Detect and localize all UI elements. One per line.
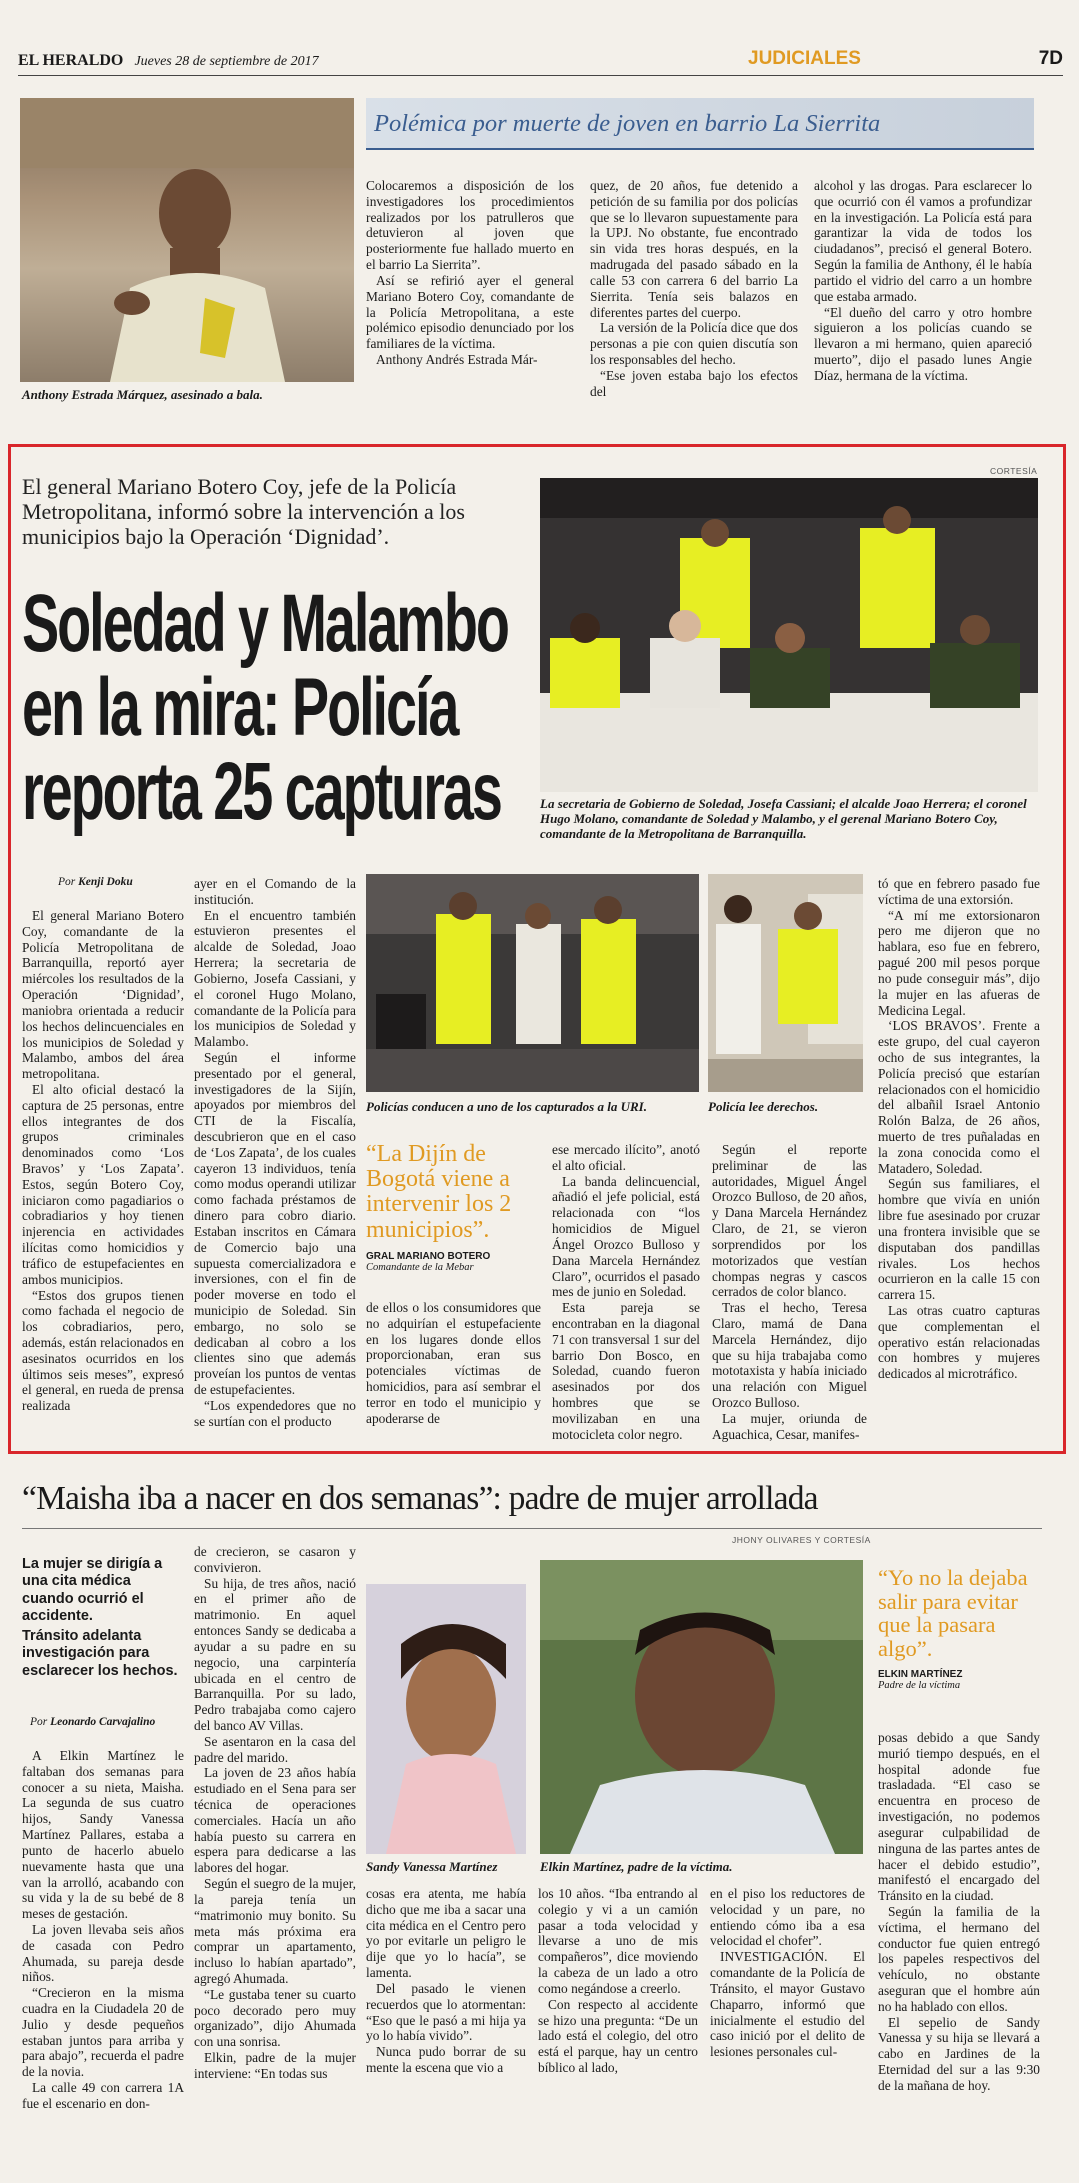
paragraph: El alto oficial destacó la captura de 25 personas, entre ellos integrantes de dos grupos criminales denominados como ‘Los Bravos’ y ‘Los Zapata’. Estos, según Botero Coy, iniciaron como pagadiarios o cobradiarios y hoy tienen injerencia en actividades ilícitas como homicidios y tráfico de estupefacientes en ambos municipios. <box>22 1081 184 1287</box>
pull-quote-name: ELKIN MARTÍNEZ <box>878 1668 963 1680</box>
paragraph: INVESTIGACIÓN. El comandante de la Policía de Tránsito, el mayor Gustavo Chaparro, informó que inicialmente el estudio del caso inició por el delito de lesiones personales cul- <box>710 1949 865 2060</box>
anthony-photo-caption: Anthony Estrada Márquez, asesinado a bala. <box>22 387 263 402</box>
paragraph: A Elkin Martínez le faltaban dos semanas para conocer a su nieta, Maisha. La segunda de sus cuatro hijos, Sandy Vanessa Martínez Pallares, estaba a punto de hacerlo abuelo nuevamente hasta que una van la arrolló, acabando con su vida y la de su bebé de 8 meses de gestación. <box>22 1748 184 1922</box>
paragraph: Según el reporte preliminar de las autoridades, Miguel Ángel Orozco Bulloso, de 20 años, y Dana Marcela Hernández Claro, de 21, se vieron sorprendidos por los motorizados que vestían chompas negras y cascos cerrados de color blanco. <box>712 1142 867 1300</box>
elkin-photo-caption: Elkin Martínez, padre de la víctima. <box>540 1859 733 1874</box>
rights-scene-icon <box>708 874 863 1092</box>
paragraph: El general Mariano Botero Coy, comandante de la Policía Metropolitana de Barranquilla, reportó ayer miércoles los resultados de la Operación ‘Dignidad’, maniobra orientada a reducir los hechos delincuenciales en los municipios de Soledad y Malambo, ambos del área metropolitana. <box>22 908 184 1082</box>
paragraph: quez, de 20 años, fue detenido a petición de su familia por dos policías que se lo llevaron supuestamente para la UPJ. No obstante, fue encontrado sin vida tres horas después, en la madrugada del pasado sábado en la calle 53 con carrera 6 del barrio La Sierrita. Tenía seis balazos en diferentes partes del cuerpo. <box>590 178 798 320</box>
pull-quote-role: Padre de la víctima <box>878 1679 961 1691</box>
paragraph: ayer en el Comando de la institución. <box>194 876 356 907</box>
pull-quote-name: GRAL MARIANO BOTERO <box>366 1250 491 1262</box>
paragraph: “Le gustaba tener su cuarto poco decorado pero muy organizado”, dijo Ahumada con una sonrisa. <box>194 1986 356 2050</box>
paragraph: en el piso los reductores de velocidad y un pare, no entiendo cómo iba a esa velocidad el chofer”. <box>710 1886 865 1949</box>
arrest-photo <box>366 874 699 1092</box>
paragraph: La banda delincuencial, añadió el jefe policial, está relacionada con “los homicidios de Miguel Ángel Orozco Bulloso y Dana Marcela Hernández Claro”, ocurridos el pasado mes de junio en Soledad. <box>552 1173 700 1300</box>
paper-name: EL HERALDO <box>18 52 124 69</box>
main-col-2 <box>194 876 356 1429</box>
paragraph: Con respecto al accidente se hizo una pregunta: “De un lado está el colegio, del otro está el parque, hay un centro bíblico al lado, <box>538 1996 698 2075</box>
rights-photo <box>708 874 863 1092</box>
press-conference-caption: La secretaria de Gobierno de Soledad, Josefa Cassiani; el alcalde Joao Herrera; el coronel Hugo Molano, comandante de Soledad y Malambo, y el gerenal Mariano Botero Coy, comandante de la Metropolitana de Barranquilla. <box>540 796 1027 841</box>
main-col-4 <box>712 1142 867 1442</box>
paragraph: Según la familia de la víctima, el hermano del conductor fue quien entregó los papeles respectivos del vehículo, no obstante aseguran que el hombre aún no ha hablado con ellos. <box>878 1903 1040 2014</box>
top-story-col-2 <box>590 178 798 398</box>
rights-photo-caption: Policía lee derechos. <box>708 1099 819 1114</box>
paragraph: alcohol y las drogas. Para esclarecer lo que ocurrió con él vamos a profundizar en la investigación. La Policía está para garantizar la vida de todos los ciudadanos”, precisó el general Botero. Según la familia de Anthony, él le había partido el vidrio del carro a un hombre que estaba armado. <box>814 178 1032 304</box>
paragraph: Según el suegro de la mujer, la pareja tenía un “matrimonio muy bonito. Su meta más próxima era comprar un apartamento, incluso lo habían apartado”, agregó Ahumada. <box>194 1876 356 1986</box>
press-conference-photo <box>540 478 1038 792</box>
paragraph: ese mercado ilícito”, anotó el alto oficial. <box>552 1142 700 1173</box>
paragraph: cosas era atenta, me había dicho que me iba a sacar una cita médica en el Centro pero yo por evitarle un peligro le dije que yo lo hacía”, se lamenta. <box>366 1886 526 1981</box>
top-story-col-1 <box>366 178 574 398</box>
paragraph: Nunca pudo borrar de su mente la escena que vio a <box>366 2044 526 2075</box>
paragraph: Según sus familiares, el hombre que vivía en unión libre fue asesinado por cruzar una frontera invisible que se disputaban dos pandillas rivales. Los hechos ocurrieron en la calle 15 con carrera 15. <box>878 1176 1040 1303</box>
bottom-deck-2: Tránsito adelanta investigación para esclarecer los hechos. <box>22 1628 178 1679</box>
sandy-photo <box>366 1584 526 1854</box>
bottom-col-4 <box>538 1886 698 2158</box>
paragraph: La calle 49 con carrera 1A fue el escenario en don- <box>22 2080 184 2111</box>
paragraph: Las otras cuatro capturas que complementan el operativo están relacionadas con hombres y mujeres dedicados al microtráfico. <box>878 1302 1040 1382</box>
top-story-headline: Polémica por muerte de joven en barrio La Sierrita <box>374 110 881 137</box>
byline-author: Leonardo Carvajalino <box>50 1716 156 1728</box>
paragraph: El sepelio de Sandy Vanessa y su hija se llevará a cabo en Jardines de la Eternidad del sur a las 9:30 de la mañana de hoy. <box>878 2014 1040 2093</box>
bottom-col-1 <box>22 1748 184 2158</box>
main-headline <box>22 578 542 842</box>
arrest-photo-caption: Policías conducen a uno de los capturados a la URI. <box>366 1099 647 1114</box>
sandy-photo-caption: Sandy Vanessa Martínez <box>366 1859 498 1874</box>
paragraph: La joven llevaba seis años de casada con Pedro Ahumada, su pareja desde niños. <box>22 1921 184 1985</box>
paragraph: de ellos o los consumidores que no adquirían el estupefaciente en los lugares donde ellos proporcionaban, eran sus potenciales víctimas de homicidios, para así sembrar el terror en todo el municipio y apoderarse de <box>366 1300 541 1426</box>
press-conference-scene-icon <box>540 478 1038 792</box>
paragraph: “Crecieron en la misma cuadra en la Ciudadela 20 de Julio y desde pequeños estaban juntos para arriba y para abajo”, recuerda el padre de la novia. <box>22 1985 184 2080</box>
main-headline-line: Soledad y Malambo <box>22 578 508 669</box>
sandy-portrait-icon <box>366 1584 526 1854</box>
top-story-headline-bar <box>366 98 1034 150</box>
main-headline-line: en la mira: Policía <box>22 662 458 753</box>
page-number: 7D <box>1038 48 1063 69</box>
paragraph: Anthony Andrés Estrada Már- <box>376 351 538 367</box>
section-name: JUDICIALES <box>748 48 861 69</box>
pull-quote-text: “Yo no la dejaba salir para evitar que la pasara algo”. <box>878 1565 1028 1661</box>
elkin-photo <box>540 1560 863 1854</box>
paragraph: de crecieron, se casaron y convivieron. <box>194 1544 356 1575</box>
anthony-photo <box>20 98 354 382</box>
paragraph: tó que en febrero pasado fue víctima de una extorsión. <box>878 876 1040 907</box>
paragraph: Según el informe presentado por el general, investigadores de la Sijín, apoyados por miembros del CTI de la Fiscalía, descubrieron que en el caso de ‘Los Zapata’, de los cuales cayeron 13 individuos, tenía como modus operandi utilizar como fachada préstamos de dinero para cobro diario. Estaban inscritos en Cámara de Comercio bajo una supuesta comercializadora e inversiones, con el fin de poder moverse en todo el municipio de Soledad. Sin embargo, no solo se dedicaban al cobro a los clientes sino que además proveían los puntos de ventas de estupefacientes. <box>194 1049 356 1397</box>
bottom-photo-credit: JHONY OLIVARES Y CORTESÍA <box>732 1535 871 1545</box>
paragraph: “Los expendedores que no se surtían con el producto <box>194 1397 356 1429</box>
paragraph: “El dueño del carro y otro hombre siguieron a los policías cuando se llevaron a mi hermano, quien apareció muerto”, dijo el pasado lunes Angie Díaz, hermana de la víctima. <box>814 304 1032 383</box>
paragraph: La versión de la Policía dice que dos personas a pie con quien discutía son los responsables del hecho. <box>590 320 798 367</box>
main-story-deck: El general Mariano Botero Coy, jefe de la Policía Metropolitana, informó sobre la intervención a los municipios bajo la Operación ‘Dignidad’. <box>22 474 465 550</box>
main-col-1 <box>22 908 184 1423</box>
pull-quote-role: Comandante de la Mebar <box>366 1261 474 1273</box>
issue-date: Jueves 28 de septiembre de 2017 <box>134 54 319 69</box>
bottom-col-6 <box>878 1730 1040 2160</box>
paragraph: Su hija, de tres años, nació en el primer año de matrimonio. En aquel entonces Sandy se dedicaba a ayudar a su padre en su negocio, una carpintería ubicada en el centro de Barranquilla. Por su lado, Pedro trabajaba como cajero del banco AV Villas. <box>194 1575 356 1733</box>
portrait-figure-icon <box>20 98 354 382</box>
paragraph: Del pasado le vienen recuerdos que lo atormentan: “Eso que le pasó a mi hija ya yo lo había vivido”. <box>366 1980 526 2044</box>
bottom-pull-quote <box>878 1566 1038 1691</box>
paragraph: ‘LOS BRAVOS’. Frente a este grupo, del cual cayeron ocho de sus integrantes, la Policía precisó que estarían relacionados con el homicidio del albañil Israel Antonio Rolón Balza, de 26 años, muerto de tres puñaladas en la zona conocida como el Matadero, Soledad. <box>878 1018 1040 1176</box>
paragraph: En el encuentro también estuvieron presentes el alcalde de Soledad, Joao Herrera; la secretaria de Gobierno, Josefa Cassiani, y el coronel Hugo Molano, comandante de la Policía para los municipios de Soledad y Malambo. <box>194 907 356 1050</box>
byline-prefix: Por <box>58 876 76 888</box>
main-col-5 <box>878 876 1040 1424</box>
main-headline-line: reporta 25 capturas <box>22 746 501 837</box>
paragraph: Así se refirió ayer el general Mariano Botero Coy, comandante de la Policía Metropolitana, a este polémico episodio denunciado por los familiares de la víctima. <box>366 272 574 352</box>
paragraph: posas debido a que Sandy murió tiempo después, en el hospital adonde fue trasladada. “El caso se encuentra en proceso de investigación, no podemos asegurar culpabilidad de ninguna de las partes antes de hacer el debido estudio”, manifestó el encargado del Tránsito en la ciudad. <box>878 1730 1040 1904</box>
pull-quote-text: “La Dijín de Bogotá viene a intervenir los 2 municipios”. <box>366 1141 512 1243</box>
bottom-byline <box>30 1716 155 1728</box>
header-rule <box>18 75 1063 76</box>
paragraph: La joven de 23 años había estudiado en el Sena para ser técnica de operaciones comerciales. Hacía un año había puesto su carrera en espera para dedicarse a las labores del hogar. <box>194 1765 356 1876</box>
bottom-col-5 <box>710 1886 865 2158</box>
paragraph: “Ese joven estaba bajo los efectos del <box>590 367 798 399</box>
main-photo-credit: CORTESÍA <box>990 466 1038 476</box>
paragraph: Tras el hecho, Teresa Claro, mamá de Dana Marcela Hernández, dijo que su hija trabajaba como mototaxista y había iniciado una relación con Miguel Orozco Bulloso. <box>712 1300 867 1410</box>
page-header <box>18 50 1063 72</box>
paragraph: Esta pareja se encontraban en la diagonal 71 con transversal 1 sur del barrio Don Bosco, en Soledad, cuando fueron asesinados por dos hombres que se movilizaban en una motocicleta color negro. <box>552 1300 700 1442</box>
byline-author: Kenji Doku <box>78 876 133 888</box>
bottom-col-2 <box>194 1544 356 2160</box>
bottom-headline-rule <box>22 1528 1042 1529</box>
bottom-headline: “Maisha iba a nacer en dos semanas”: padre de mujer arrollada <box>22 1480 818 1517</box>
paragraph: Colocaremos a disposición de los investigadores los procedimientos realizados por los patrulleros que detuvieron al joven que posteriormente fue hallado muerto en el barrio La Sierrita”. <box>366 178 574 273</box>
paragraph: “Estos dos grupos tienen como fachada el negocio de los cobradiarios, pero, además, están relacionados en asesinatos ocurridos en los últimos seis meses”, expresó el general, en rueda de prensa realizada <box>22 1287 184 1414</box>
paragraph: Se asentaron en la casa del padre del marido. <box>194 1733 356 1765</box>
main-pull-quote <box>366 1142 541 1273</box>
byline-prefix: Por <box>30 1716 48 1728</box>
main-col-3a <box>366 1300 541 1425</box>
main-col-3b <box>552 1142 700 1442</box>
main-byline <box>58 876 133 888</box>
arrest-scene-icon <box>366 874 699 1092</box>
top-story-col-3 <box>814 178 1032 398</box>
paragraph: “A mí me extorsionaron pero me dijeron que no hablara, eso fue en febrero, pagué 200 mil pesos porque no pude conseguir más”, dijo la mujer en las afueras de Medicina Legal. <box>878 907 1040 1018</box>
paragraph: La mujer, oriunda de Aguachica, Cesar, manifes- <box>712 1410 867 1442</box>
elkin-portrait-icon <box>540 1560 863 1854</box>
bottom-col-3 <box>366 1886 526 2158</box>
bottom-deck-1: La mujer se dirigía a una cita médica cuando ocurrió el accidente. <box>22 1556 163 1625</box>
paragraph: Elkin, padre de la mujer interviene: “En todas sus <box>194 2050 356 2081</box>
paragraph: los 10 años. “Iba entrando al colegio y vi a un camión pasar a toda velocidad y llevarse a uno de mis compañeros”, dice moviendo la cabeza de un lado a otro como negándose a creerlo. <box>538 1886 698 1996</box>
